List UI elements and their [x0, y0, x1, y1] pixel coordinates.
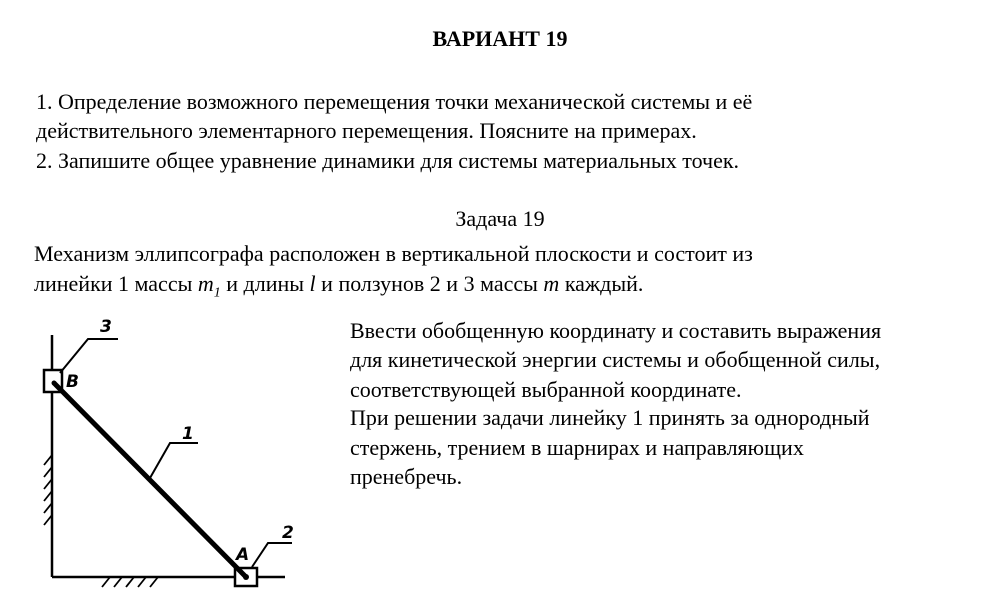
label-slider-2: 2	[282, 523, 294, 543]
instruction-line-1: Ввести обобщенную координату и составить выражения	[350, 318, 882, 343]
problem-title: Задача 19	[455, 206, 545, 231]
joint-b	[52, 381, 57, 386]
instruction-line-3: соответствующей выбранной координате.	[350, 377, 742, 402]
ellipsograph-diagram	[30, 315, 330, 602]
statement-text-c: и ползунов 2 и 3 массы	[315, 271, 544, 296]
length-l-symbol: l	[309, 271, 316, 296]
rod-1	[54, 383, 246, 577]
instruction-line-5: стержень, трением в шарнирах и направляющих	[350, 435, 804, 460]
label-point-b: B	[66, 372, 79, 392]
instruction-line-6: пренебречь.	[350, 464, 463, 489]
statement-text-b: и длины	[220, 271, 310, 296]
mass-m1-symbol: m	[197, 271, 214, 296]
leader-1	[150, 443, 198, 478]
variant-title: ВАРИАНТ 19	[432, 26, 568, 51]
question-2: 2. Запишите общее уравнение динамики для системы материальных точек.	[36, 148, 740, 173]
leader-2	[252, 543, 292, 567]
statement-text-d: каждый.	[559, 271, 644, 296]
mass-m-symbol: m	[543, 271, 560, 296]
leader-3	[60, 339, 118, 373]
label-rod-1: 1	[182, 424, 194, 444]
label-slider-3: 3	[100, 317, 112, 337]
label-point-a: A	[236, 545, 250, 565]
horizontal-guide-hatching	[102, 577, 158, 587]
instruction-line-4: При решении задачи линейку 1 принять за однородный	[350, 405, 870, 430]
problem-statement-line-1: Механизм эллипсографа расположен в вертикальной плоскости и состоит из	[34, 241, 753, 266]
question-1-line-2: действительного элементарного перемещения. Поясните на примерах.	[36, 118, 697, 143]
statement-text-a: линейки 1 массы	[34, 271, 198, 296]
problem-statement-line-2	[34, 271, 643, 306]
mass-m1-subscript: 1	[213, 285, 221, 301]
instruction-line-2: для кинетической энергии системы и обобщенной силы,	[350, 347, 881, 372]
joint-a	[243, 574, 249, 580]
question-1-line-1: 1. Определение возможного перемещения точки механической системы и её	[36, 89, 753, 114]
